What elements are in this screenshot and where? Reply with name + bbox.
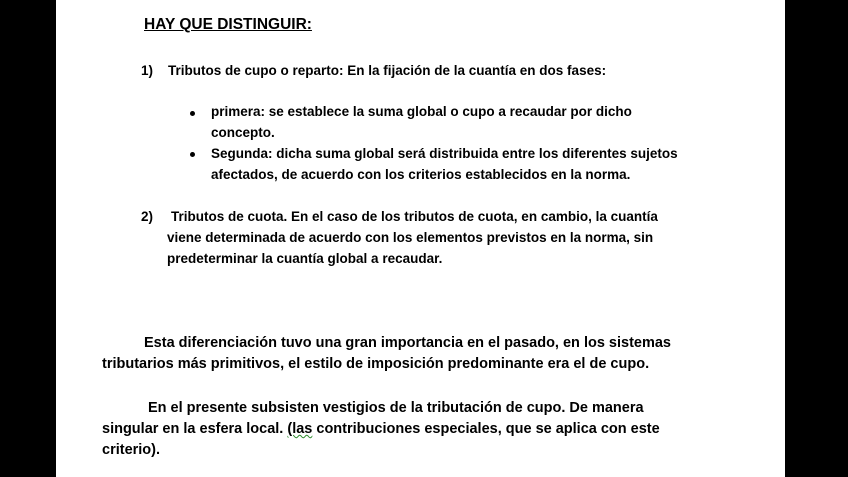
item1-text: Tributos de cupo o reparto: En la fijación de la cuantía en dos fases: <box>168 63 607 78</box>
item2-line2: viene determinada de acuerdo con los elementos previstos en la norma, sin <box>167 230 654 245</box>
para2-line1: En el presente subsisten vestigios de la tributación de cupo. De manera <box>148 400 644 416</box>
para1-line2: tributarios más primitivos, el estilo de imposición predominante era el de cupo. <box>102 356 650 372</box>
para2-line3: criterio). <box>102 442 161 458</box>
item2-number: 2) <box>141 209 154 224</box>
item1-number: 1) <box>141 63 154 78</box>
bullet1-line1: primera: se establece la suma global o cupo a recaudar por dicho <box>211 104 632 119</box>
bullet-dot <box>190 111 195 116</box>
para2-line2-rest: contribuciones especiales, que se aplica con este <box>312 421 660 437</box>
bullet2-line2: afectados, de acuerdo con los criterios establecidos en la norma. <box>211 167 631 182</box>
document-page <box>56 0 785 477</box>
para2-line2 <box>102 421 660 437</box>
para2-line2-start: singular en la esfera local. <box>102 421 284 437</box>
item2-line3: predeterminar la cuantía global a recaudar. <box>167 251 443 266</box>
heading: HAY QUE DISTINGUIR: <box>144 16 312 33</box>
bullet-dot <box>190 152 195 157</box>
bullet2-line1: Segunda: dicha suma global será distribuida entre los diferentes sujetos <box>211 146 678 161</box>
bullet1-line2: concepto. <box>211 125 275 140</box>
para1-line1: Esta diferenciación tuvo una gran importancia en el pasado, en los sistemas <box>144 335 671 351</box>
item2-line1: Tributos de cuota. En el caso de los tributos de cuota, en cambio, la cuantía <box>171 209 658 224</box>
para2-line2-paren: (las <box>287 421 313 437</box>
